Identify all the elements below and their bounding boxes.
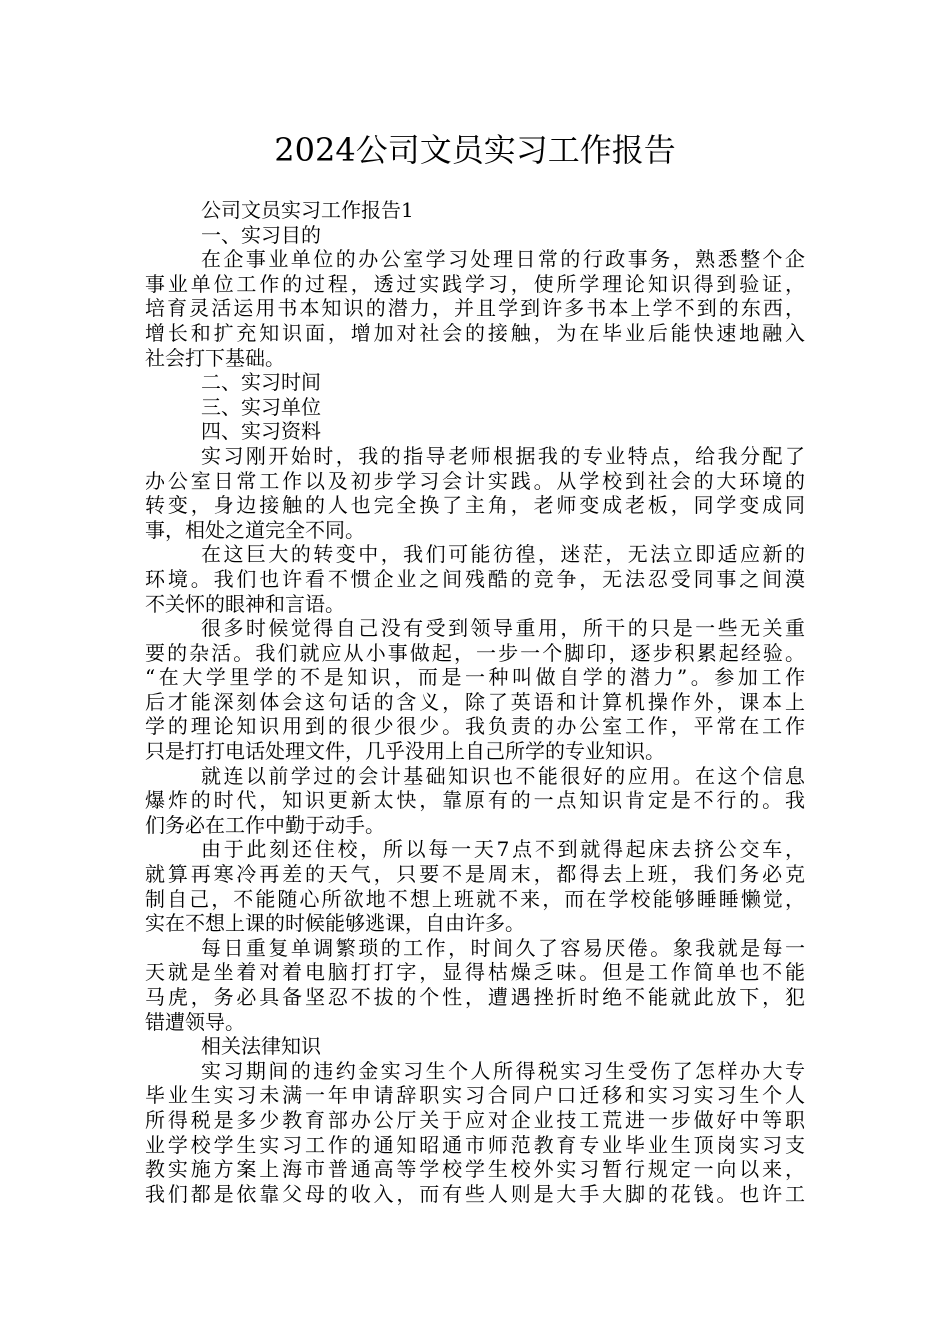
body-line: 爆炸的时代，知识更新太快，靠原有的一点知识肯定是不行的。我 [145,788,805,813]
body-line: 培育灵活运用书本知识的潜力，并且学到许多书本上学不到的东西， [145,296,805,321]
body-line: 要的杂活。我们就应从小事做起，一步一个脚印，逐步积累起经验。 [145,640,805,665]
body-line: 在企事业单位的办公室学习处理日常的行政事务，熟悉整个企 [201,247,805,272]
body-line: 实习刚开始时，我的指导老师根据我的专业特点，给我分配了 [201,443,805,468]
body-line: 天就是坐着对着电脑打打字，显得枯燥乏味。但是工作简单也不能 [145,960,805,985]
body-line: 就连以前学过的会计基础知识也不能很好的应用。在这个信息 [201,763,805,788]
body-line: 实习期间的违约金实习生个人所得税实习生受伤了怎样办大专 [201,1058,805,1083]
body-line: 后才能深刻体会这句话的含义，除了英语和计算机操作外，课本上 [145,689,805,714]
body-line: 马虎，务必具备坚忍不拔的个性，遭遇挫折时绝不能就此放下，犯 [145,985,805,1009]
body-line: 由于此刻还住校，所以每一天7点不到就得起床去挤公交车， [201,837,805,862]
body-line: 一、实习目的 [201,222,321,247]
body-line: 增长和扩充知识面，增加对社会的接触，为在毕业后能快速地融入 [145,320,805,345]
body-line: 办公室日常工作以及初步学习会计实践。从学校到社会的大环境的 [145,468,805,493]
body-line: 三、实习单位 [201,394,321,419]
body-line: 所得税是多少教育部办公厅关于应对企业技工荒进一步做好中等职 [145,1107,805,1132]
body-line: 制自己，不能随心所欲地不想上班就不来，而在学校能够睡睡懒觉， [145,886,805,911]
body-line: 错遭领导。 [145,1009,245,1034]
body-line: 环境。我们也许看不惯企业之间残酷的竞争，无法忍受同事之间漠 [145,566,805,591]
body-line: 转变，身边接触的人也完全换了主角，老师变成老板，同学变成同 [145,493,805,518]
body-line: 四、实习资料 [201,419,321,444]
body-line: 社会打下基础。 [145,345,285,370]
body-line: 我们都是依靠父母的收入，而有些人则是大手大脚的花钱。也许工 [145,1181,805,1206]
body-line: 不关怀的眼神和言语。 [145,591,345,616]
body-line: 业学校学生实习工作的通知昭通市师范教育专业毕业生顶岗实习支 [145,1132,805,1157]
body-line: 就算再寒冷再差的天气，只要不是周末，都得去上班，我们务必克 [145,862,805,887]
body-line: 在这巨大的转变中，我们可能彷徨，迷茫，无法立即适应新的 [201,542,805,567]
document-title: 2024公司文员实习工作报告 [274,131,676,169]
body-line: 只是打打电话处理文件，几乎没用上自己所学的专业知识。 [145,739,665,764]
document-body [145,198,805,1206]
body-line: 实在不想上课的时候能够逃课，自由许多。 [145,911,525,936]
body-line: 事，相处之道完全不同。 [145,517,365,542]
body-line: 二、实习时间 [201,370,321,395]
body-line: 事业单位工作的过程，透过实践学习，使所学理论知识得到验证， [145,271,805,296]
body-line: 公司文员实习工作报告1 [201,198,414,222]
body-line: 毕业生实习未满一年申请辞职实习合同户口迁移和实习实习生个人 [145,1083,805,1108]
body-line: 教实施方案上海市普通高等学校学生校外实习暂行规定一向以来， [145,1157,805,1182]
body-line: “在大学里学的不是知识，而是一种叫做自学的潜力”。参加工作 [145,665,805,690]
body-line: 很多时候觉得自己没有受到领导重用，所干的只是一些无关重 [201,616,805,641]
body-line: 相关法律知识 [201,1034,321,1059]
body-line: 学的理论知识用到的很少很少。我负责的办公室工作，平常在工作 [145,714,805,739]
body-line: 每日重复单调繁琐的工作，时间久了容易厌倦。象我就是每一 [201,935,805,960]
body-line: 们务必在工作中勤于动手。 [145,812,385,837]
